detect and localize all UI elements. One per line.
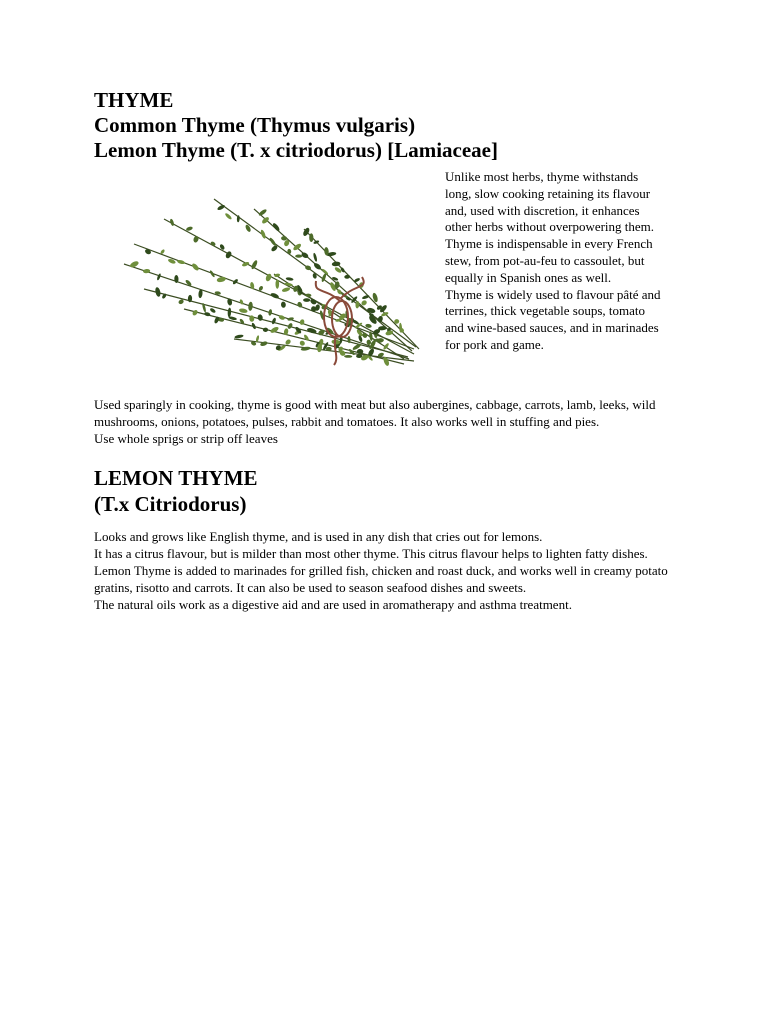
document-page xyxy=(94,88,684,613)
thyme-leaf xyxy=(366,307,375,314)
thyme-leaf xyxy=(271,317,277,325)
thyme-leaf xyxy=(344,355,352,358)
thyme-bundle-image xyxy=(104,189,434,379)
thyme-leaf xyxy=(269,237,277,247)
common-thyme-subtitle: Common Thyme (Thymus vulgaris) xyxy=(94,113,416,137)
thyme-leaf xyxy=(248,302,253,312)
lemon-thyme-body-text xyxy=(94,529,684,613)
thyme-leaf xyxy=(258,208,268,216)
body-paragraph: Used sparingly in cooking, thyme is good with meat but also aubergines, cabbage, carrots, lamb, leeks, wild mushrooms, onions, potatoes, pulses, rabbit and tomatoes. It also works well in stuffing and pies. xyxy=(94,397,656,429)
thyme-leaf xyxy=(202,303,207,313)
thyme-leaf xyxy=(276,279,280,288)
thyme-leaf xyxy=(268,309,272,316)
side-paragraph: Thyme is indispensable in every French stew, from pot-au-feu to cassoulet, but equally in Spanish ones as well. xyxy=(445,236,653,285)
thyme-leaf xyxy=(217,204,226,211)
intro-side-text xyxy=(445,169,667,354)
thyme-leaf xyxy=(309,298,317,306)
thyme-leaf xyxy=(272,222,281,232)
thyme-leaf xyxy=(224,212,232,220)
lemon-thyme-heading: LEMON THYME xyxy=(94,466,258,491)
page-title: THYME xyxy=(94,88,174,112)
thyme-body-text xyxy=(94,397,684,447)
thyme-leaf xyxy=(285,277,293,281)
thyme-leaf xyxy=(209,307,216,313)
thyme-leaf xyxy=(263,328,268,333)
thyme-leaf xyxy=(303,298,310,302)
thyme-leaf xyxy=(305,293,311,297)
thyme-leaf xyxy=(332,276,339,281)
thyme-leaf xyxy=(299,340,306,347)
lemon-thyme-subtitle: Lemon Thyme (T. x citriodorus) [Lamiaceae] xyxy=(94,138,498,162)
thyme-leaf xyxy=(309,233,313,242)
thyme-leaf xyxy=(344,275,350,279)
body-paragraph: Use whole sprigs or strip off leaves xyxy=(94,430,278,446)
thyme-leaf xyxy=(284,339,291,346)
title-block xyxy=(94,88,684,163)
thyme-leaf xyxy=(239,308,248,314)
thyme-leaf xyxy=(191,262,200,271)
body-paragraph: The natural oils work as a digestive aid and are used in aromatherapy and asthma treatment. xyxy=(94,596,572,612)
thyme-leaf xyxy=(216,276,226,283)
thyme-leaf xyxy=(362,294,370,299)
thyme-leaf xyxy=(295,255,302,258)
thyme-leaf xyxy=(250,282,255,290)
thyme-leaf xyxy=(260,341,269,347)
thyme-leaf xyxy=(260,229,267,239)
thyme-leaf xyxy=(313,252,318,262)
lemon-thyme-latin-name: (T.x Citriodorus) xyxy=(94,492,247,517)
body-paragraph: It has a citrus flavour, but is milder than most other thyme. This citrus flavour helps to lighten fatty dishes. xyxy=(94,546,648,562)
thyme-leaf xyxy=(281,236,287,241)
thyme-leaf xyxy=(355,301,359,309)
side-paragraph: Unlike most herbs, thyme withstands long, slow cooking retaining its flavour and, used with discretion, it enhances other herbs without overpowering them. xyxy=(445,169,655,235)
thyme-leaf xyxy=(281,301,286,308)
lemon-thyme-section xyxy=(94,465,684,613)
thyme-leaf xyxy=(154,287,161,298)
thyme-leaf xyxy=(362,332,369,339)
body-paragraph: Lemon Thyme is added to marinades for grilled fish, chicken and roast duck, and works well in creamy potato gratins, risotto and carrots. It can also be used to season seafood dishes and sweets. xyxy=(94,562,668,595)
thyme-leaf xyxy=(257,314,263,321)
thyme-leaf xyxy=(281,287,290,293)
thyme-leaf xyxy=(234,334,244,339)
body-paragraph: Looks and grows like English thyme, and is used in any dish that cries out for lemons. xyxy=(94,529,543,545)
thyme-leaf xyxy=(193,235,200,243)
thyme-leaf xyxy=(302,227,311,237)
thyme-leaf xyxy=(156,273,161,281)
side-paragraph: Thyme is widely used to flavour pâté and terrines, thick vegetable soups, tomato and wine-based sauces, and in marinades for pork and game. xyxy=(445,286,661,352)
thyme-leaf xyxy=(377,315,383,323)
thyme-leaf xyxy=(227,307,231,317)
intro-row xyxy=(94,169,684,397)
